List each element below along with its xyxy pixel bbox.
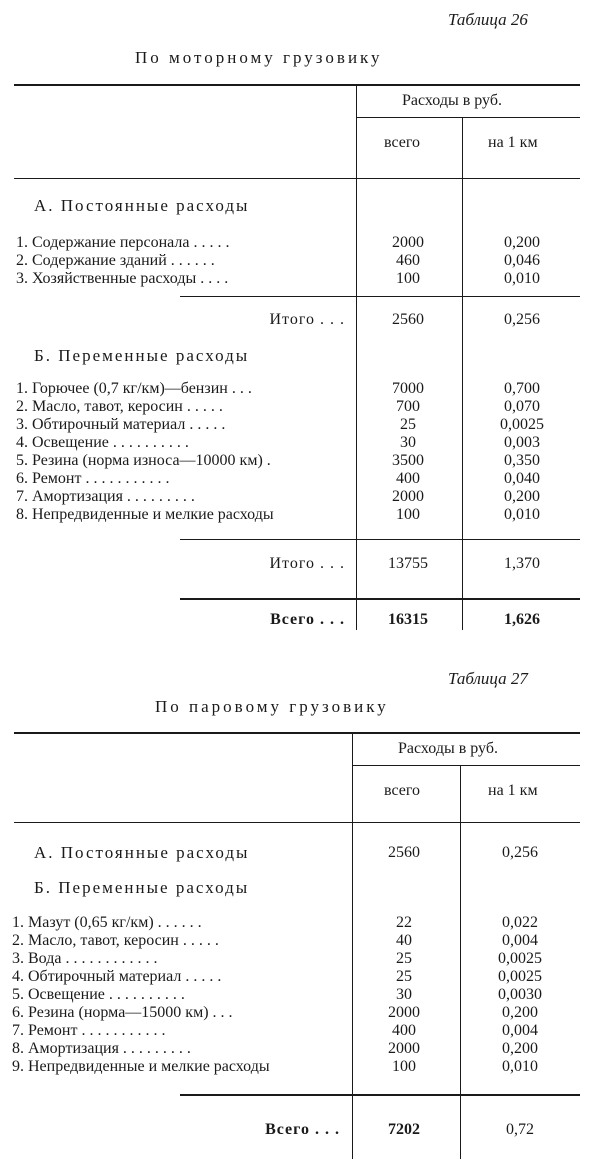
table26-subtotal-b-total: 13755: [388, 555, 428, 572]
cell-total: 400: [392, 1022, 416, 1039]
cell-per-km: 0,200: [504, 488, 540, 505]
list-item: 8. Амортизация . . . . . . . . .: [12, 1040, 191, 1057]
table26-section-a-totals: [358, 234, 458, 288]
table27-col-total: всего: [384, 782, 421, 799]
table27-section-b: Б. Переменные расходы: [34, 878, 250, 897]
cell-per-km: 0,004: [502, 932, 538, 949]
table26-subtotal-a-per-km: 0,256: [504, 311, 540, 328]
cell-per-km: 0,0025: [498, 968, 542, 985]
cell-total: 40: [396, 932, 412, 949]
cell-per-km: 0,004: [502, 1022, 538, 1039]
table27-section-a-per-km: 0,256: [502, 844, 538, 861]
table26-header-bottom-rule: [14, 178, 580, 179]
cell-per-km: 0,200: [502, 1040, 538, 1057]
list-item: 3. Вода . . . . . . . . . . . .: [12, 950, 158, 967]
table27-section-a: А. Постоянные расходы: [34, 843, 250, 862]
table26-number: Таблица 26: [448, 10, 528, 29]
cell-total: 25: [396, 950, 412, 967]
list-item: 3. Хозяйственные расходы . . . .: [16, 270, 229, 287]
cell-per-km: 0,200: [502, 1004, 538, 1021]
cell-per-km: 0,0025: [498, 950, 542, 967]
list-item: 8. Непредвиденные и мелкие расходы: [16, 506, 274, 523]
cell-total: 22: [396, 914, 412, 931]
table27-col-per-km: на 1 км: [488, 782, 538, 799]
table26-header-group-rule: [357, 117, 580, 118]
cell-per-km: 0,046: [504, 252, 540, 269]
table27-section-a-total: 2560: [388, 844, 420, 861]
list-item: 6. Ремонт . . . . . . . . . . .: [16, 470, 170, 487]
cell-per-km: 0,700: [504, 380, 540, 397]
cell-total: 100: [392, 1058, 416, 1075]
cell-total: 400: [396, 470, 420, 487]
cell-total: 2000: [388, 1004, 420, 1021]
table27-grand-total-rule: [180, 1094, 580, 1096]
table27-top-rule: [14, 732, 580, 734]
cell-total: 2000: [392, 488, 424, 505]
list-item: 1. Горючее (0,7 кг/км)—бензин . . .: [16, 380, 252, 397]
table27-header-group-rule: [353, 765, 580, 766]
table26-section-a-perkm: [462, 234, 582, 288]
table27-title: По паровому грузовику: [155, 697, 389, 716]
cell-total: 2000: [392, 234, 424, 251]
table26-section-a: А. Постоянные расходы: [34, 196, 250, 215]
list-item: 2. Масло, тавот, керосин . . . . .: [16, 398, 223, 415]
list-item: 7. Амортизация . . . . . . . . .: [16, 488, 195, 505]
table26-grand-total-per-km: 1,626: [504, 611, 540, 628]
list-item: 5. Освещение . . . . . . . . . .: [12, 986, 185, 1003]
table27-header-bottom-rule: [14, 822, 580, 823]
cell-per-km: 0,040: [504, 470, 540, 487]
cell-per-km: 0,0030: [498, 986, 542, 1003]
table27-number: Таблица 27: [448, 669, 528, 688]
table26-grand-total-label: Всего . . .: [270, 611, 345, 628]
table27-section-b-totals: [354, 914, 454, 1076]
table26-section-b: Б. Переменные расходы: [34, 346, 250, 365]
cell-per-km: 0,010: [504, 270, 540, 287]
cell-total: 30: [396, 986, 412, 1003]
list-item: 2. Содержание зданий . . . . . .: [16, 252, 215, 269]
cell-total: 100: [396, 506, 420, 523]
table26-section-a-list: [16, 234, 230, 288]
table26-grand-total-total: 16315: [388, 611, 428, 628]
list-item: 4. Обтирочный материал . . . . .: [12, 968, 222, 985]
table26-grand-total-rule: [180, 598, 580, 600]
cell-total: 30: [400, 434, 416, 451]
table26-col-total: всего: [384, 134, 421, 151]
cell-total: 7000: [392, 380, 424, 397]
table26-top-rule: [14, 84, 580, 86]
cell-total: 2000: [388, 1040, 420, 1057]
list-item: 2. Масло, тавот, керосин . . . . .: [12, 932, 219, 949]
cell-per-km: 0,0025: [500, 416, 544, 433]
table26-subtotal-b-per-km: 1,370: [504, 555, 540, 572]
list-item: 7. Ремонт . . . . . . . . . . .: [12, 1022, 166, 1039]
cell-per-km: 0,003: [504, 434, 540, 451]
table27-grand-total-label: Всего . . .: [265, 1121, 340, 1138]
list-item: 1. Мазут (0,65 кг/км) . . . . . .: [12, 914, 202, 931]
table27-section-b-perkm: [460, 914, 580, 1076]
list-item: 5. Резина (норма износа—10000 км) .: [16, 452, 271, 469]
cell-total: 25: [400, 416, 416, 433]
list-item: 1. Содержание персонала . . . . .: [16, 234, 230, 251]
cell-per-km: 0,010: [502, 1058, 538, 1075]
cell-per-km: 0,022: [502, 914, 538, 931]
list-item: 6. Резина (норма—15000 км) . . .: [12, 1004, 233, 1021]
cell-total: 700: [396, 398, 420, 415]
table26-subtotal-b-rule: [180, 539, 580, 540]
list-item: 3. Обтирочный материал . . . . .: [16, 416, 226, 433]
table26-subtotal-a-label: Итого . . .: [269, 311, 345, 328]
list-item: 9. Непредвиденные и мелкие расходы: [12, 1058, 270, 1075]
table26-title: По моторному грузовику: [135, 48, 383, 67]
cell-per-km: 0,200: [504, 234, 540, 251]
cell-total: 100: [396, 270, 420, 287]
table26-col-divider-1: [356, 85, 357, 630]
table26-section-b-list: [16, 380, 274, 524]
table27-grand-total-total: 7202: [388, 1121, 420, 1138]
table27-section-b-list: [12, 914, 270, 1076]
table26-col-per-km: на 1 км: [488, 134, 538, 151]
table26-col-divider-2: [462, 118, 463, 630]
cell-total: 460: [396, 252, 420, 269]
table26-subtotal-a-total: 2560: [392, 311, 424, 328]
list-item: 4. Освещение . . . . . . . . . .: [16, 434, 189, 451]
table26-section-b-totals: [358, 380, 458, 524]
cell-total: 25: [396, 968, 412, 985]
table27-header-group: Расходы в руб.: [398, 740, 498, 757]
cell-per-km: 0,070: [504, 398, 540, 415]
table26-subtotal-a-rule: [180, 296, 580, 297]
cell-per-km: 0,010: [504, 506, 540, 523]
table27-grand-total-per-km: 0,72: [506, 1121, 534, 1138]
cell-per-km: 0,350: [504, 452, 540, 469]
cell-total: 3500: [392, 452, 424, 469]
table26-header-group: Расходы в руб.: [402, 92, 502, 109]
table26-subtotal-b-label: Итого . . .: [269, 555, 345, 572]
table26-section-b-perkm: [462, 380, 582, 524]
